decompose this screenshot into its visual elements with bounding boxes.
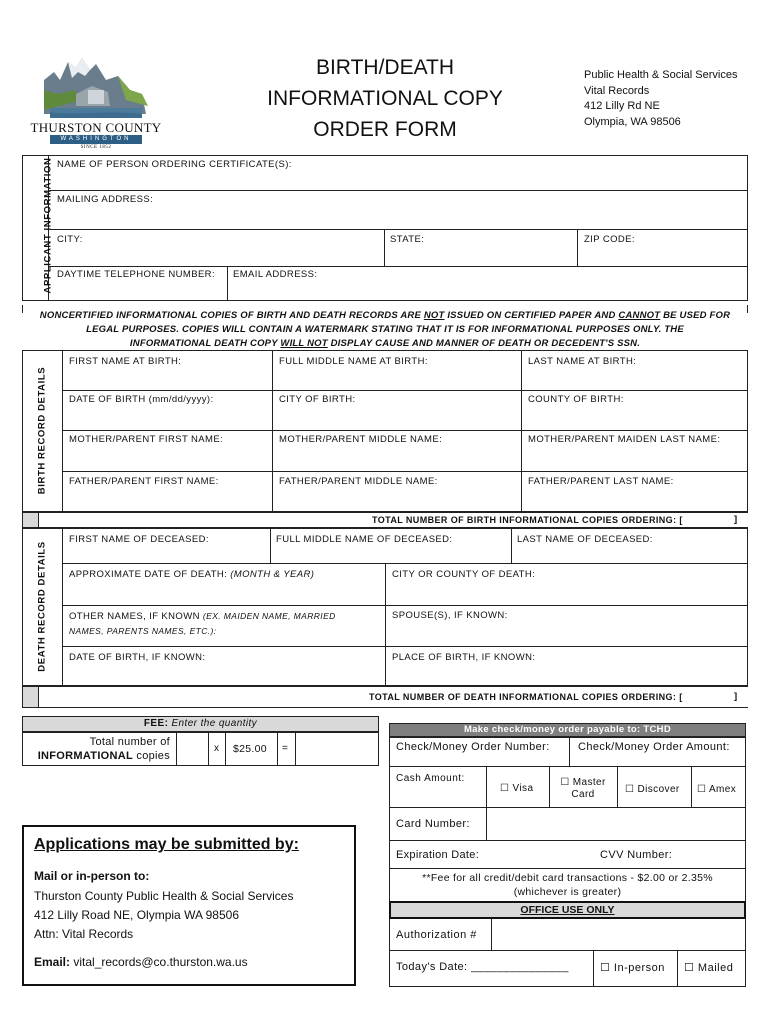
discover-checkbox[interactable]: ☐ Discover	[625, 784, 680, 795]
fee-quantity-input[interactable]	[177, 733, 207, 765]
title-line-3: ORDER FORM	[313, 118, 457, 141]
deceased-dob-field[interactable]: DATE OF BIRTH, IF KNOWN:	[69, 652, 206, 663]
title-line-2: INFORMATIONAL COPY	[267, 87, 503, 110]
birth-section	[22, 350, 748, 512]
mother-first-name-field[interactable]: MOTHER/PARENT FIRST NAME:	[69, 434, 224, 445]
other-names-field[interactable]: OTHER NAMES, IF KNOWN (EX. MAIDEN NAME, MARRIED NAMES, PARENTS NAMES, ETC.):	[69, 611, 336, 636]
mail-heading: Mail or in-person to:	[34, 869, 150, 883]
logo-name: THURSTON COUNTY	[30, 120, 162, 135]
expiration-date-field[interactable]: Expiration Date:	[396, 849, 480, 861]
birth-dob-field[interactable]: DATE OF BIRTH (mm/dd/yyyy):	[69, 394, 214, 405]
state-field[interactable]: STATE:	[390, 234, 425, 245]
fee-total-input[interactable]	[296, 733, 378, 765]
title-line-1: BIRTH/DEATH	[315, 56, 455, 79]
fee-total-text: Total number of INFORMATIONAL copies	[37, 736, 170, 762]
mother-middle-name-field[interactable]: MOTHER/PARENT MIDDLE NAME:	[279, 434, 443, 445]
place-of-birth-field[interactable]: PLACE OF BIRTH, IF KNOWN:	[392, 652, 536, 663]
visa-checkbox[interactable]: ☐ Visa	[500, 783, 534, 794]
address-line-2: Vital Records	[584, 84, 650, 97]
noncertified-notice: NONCERTIFIED INFORMATIONAL COPIES OF BIRTH AND DEATH RECORDS ARE NOT ISSUED ON CERTIFIED PAPER AND CANNOT BE USED FOR LEGAL PURPOSES. COPIES WILL CONTAIN A WATERMARK STATING THAT IT IS FOR INFORMATIONAL PURPOSES ONLY. THE INFORMATIONAL DEATH COPY WILL NOT DISPLAY CAUSE AND MANNER OF DEATH OR DECEDENT'S SSN.	[39, 310, 731, 349]
office-address	[584, 68, 764, 130]
card-number-field[interactable]: Card Number:	[396, 818, 470, 830]
death-total-close: ]	[734, 691, 738, 702]
birth-side-label: BIRTH RECORD DETAILS	[36, 366, 48, 495]
birth-county-field[interactable]: COUNTY OF BIRTH:	[528, 394, 624, 405]
mailing-address-field[interactable]: MAILING ADDRESS:	[57, 194, 154, 205]
mail-address	[34, 887, 293, 944]
birth-middle-name-field[interactable]: FULL MIDDLE NAME AT BIRTH:	[279, 356, 428, 367]
in-person-checkbox[interactable]: ☐ In-person	[600, 962, 665, 974]
mastercard-checkbox[interactable]: ☐ Master Card	[560, 777, 606, 800]
father-last-name-field[interactable]: FATHER/PARENT LAST NAME:	[528, 476, 674, 487]
birth-total-close: ]	[734, 514, 738, 525]
fee-header: FEE: Enter the quantity	[22, 716, 379, 732]
applicant-side-label: APPLICANT INFORMATION	[42, 157, 54, 294]
death-side-label: DEATH RECORD DETAILS	[36, 541, 48, 672]
email-contact[interactable]: Email: vital_records@co.thurston.wa.us	[34, 955, 248, 969]
mail-line-2: 412 Lilly Road NE, Olympia WA 98506	[34, 908, 239, 922]
zip-field[interactable]: ZIP CODE:	[584, 234, 635, 245]
deceased-middle-name-field[interactable]: FULL MIDDLE NAME OF DECEASED:	[276, 534, 453, 545]
county-logo	[30, 50, 162, 150]
mail-line-1: Thurston County Public Health & Social Services	[34, 889, 294, 903]
mother-maiden-name-field[interactable]: MOTHER/PARENT MAIDEN LAST NAME:	[528, 434, 721, 445]
mail-line-3: Attn: Vital Records	[34, 927, 134, 941]
birth-last-name-field[interactable]: LAST NAME AT BIRTH:	[528, 356, 637, 367]
amex-checkbox[interactable]: ☐ Amex	[697, 784, 737, 795]
logo-since: SINCE 1852	[80, 145, 112, 150]
fee-price: $25.00	[233, 743, 267, 755]
birth-total-label: TOTAL NUMBER OF BIRTH INFORMATIONAL COPIES ORDERING: [	[372, 515, 683, 525]
name-field[interactable]: NAME OF PERSON ORDERING CERTIFICATE(S):	[57, 159, 292, 170]
deceased-first-name-field[interactable]: FIRST NAME OF DECEASED:	[69, 534, 209, 545]
fee-equals-sign: =	[282, 743, 288, 754]
phone-field[interactable]: DAYTIME TELEPHONE NUMBER:	[57, 269, 215, 280]
check-amount-field[interactable]: Check/Money Order Amount:	[578, 741, 730, 753]
father-middle-name-field[interactable]: FATHER/PARENT MIDDLE NAME:	[279, 476, 438, 487]
address-line-1: Public Health & Social Services	[584, 69, 738, 81]
email-field[interactable]: EMAIL ADDRESS:	[233, 269, 318, 280]
logo-sub: WASHINGTON	[50, 135, 142, 144]
cvv-field[interactable]: CVV Number:	[600, 849, 673, 861]
payment-header: Make check/money order payable to: TCHD	[389, 723, 746, 737]
mountain-logo-icon	[30, 50, 162, 122]
city-field[interactable]: CITY:	[57, 234, 83, 245]
submission-heading: Applications may be submitted by:	[34, 836, 299, 853]
mailed-checkbox[interactable]: ☐ Mailed	[684, 962, 734, 974]
death-total-label: TOTAL NUMBER OF DEATH INFORMATIONAL COPIES ORDERING: [	[369, 692, 683, 702]
card-fee-note: **Fee for all credit/debit card transactions - $2.00 or 2.35% (whichever is greater)	[422, 872, 713, 898]
date-of-death-field[interactable]: APPROXIMATE DATE OF DEATH: (MONTH & YEAR)	[69, 569, 315, 580]
address-line-4: Olympia, WA 98506	[584, 115, 681, 128]
office-use-header: OFFICE USE ONLY	[389, 901, 746, 919]
address-line-3: 412 Lilly Rd NE	[584, 100, 660, 112]
father-first-name-field[interactable]: FATHER/PARENT FIRST NAME:	[69, 476, 219, 487]
form-title	[250, 52, 520, 145]
city-county-of-death-field[interactable]: CITY OR COUNTY OF DEATH:	[392, 569, 536, 580]
birth-city-field[interactable]: CITY OF BIRTH:	[279, 394, 356, 405]
deceased-last-name-field[interactable]: LAST NAME OF DECEASED:	[517, 534, 653, 545]
birth-first-name-field[interactable]: FIRST NAME AT BIRTH:	[69, 356, 182, 367]
check-number-field[interactable]: Check/Money Order Number:	[396, 741, 550, 753]
cash-amount-field[interactable]: Cash Amount:	[396, 773, 465, 784]
todays-date-field[interactable]: Today's Date: _______________	[396, 961, 569, 973]
spouse-field[interactable]: SPOUSE(S), IF KNOWN:	[392, 610, 508, 621]
fee-multiply-sign: x	[214, 743, 219, 754]
authorization-field[interactable]: Authorization #	[396, 929, 477, 941]
